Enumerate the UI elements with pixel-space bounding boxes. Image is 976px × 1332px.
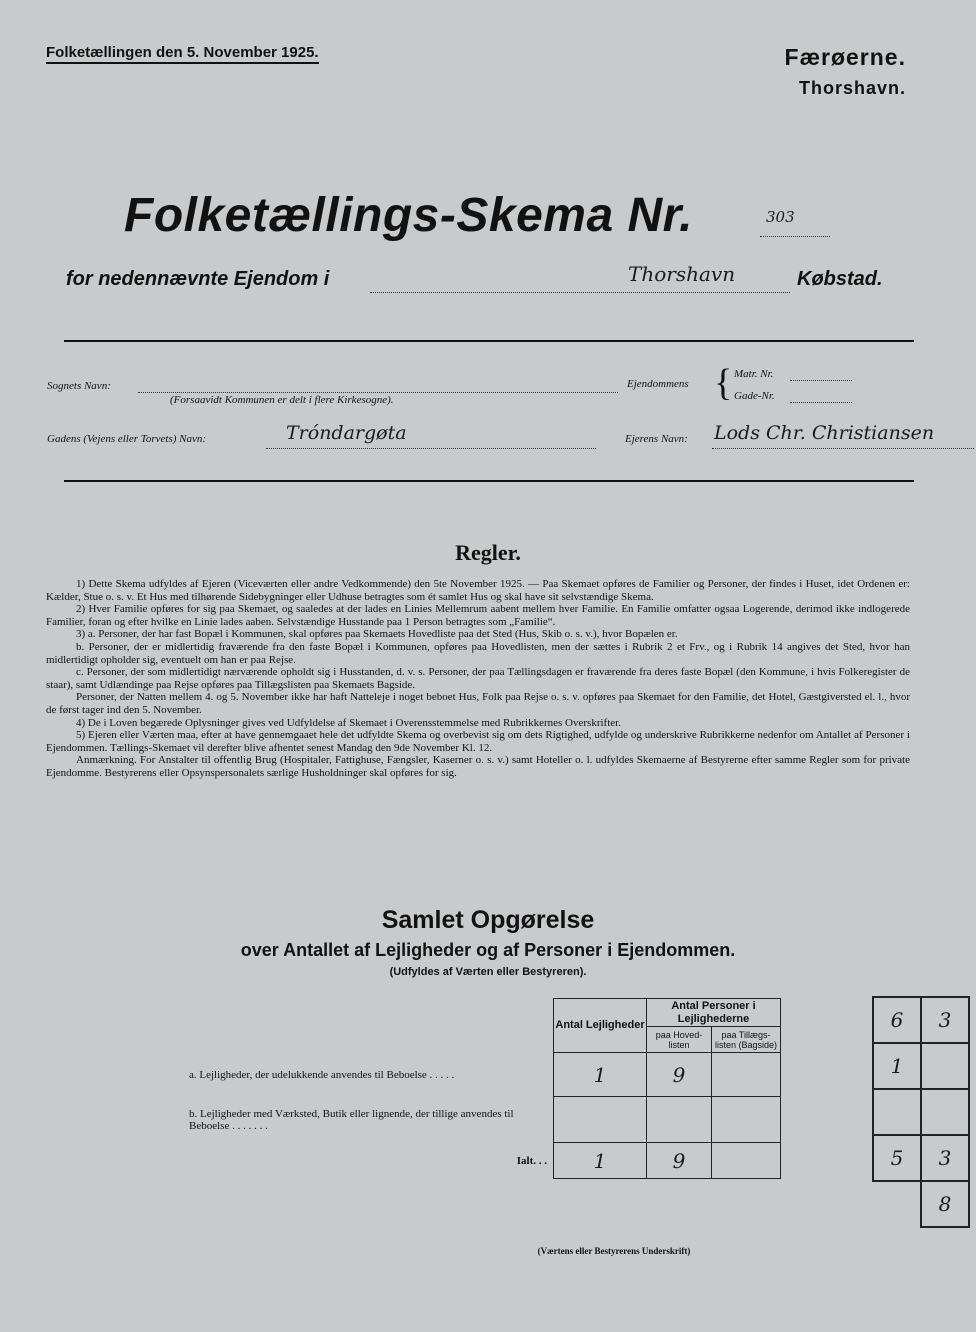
tally-cell[interactable] xyxy=(921,1089,969,1135)
property-suffix: Købstad. xyxy=(797,268,883,290)
form-number-value: 303 xyxy=(766,208,795,226)
row-b-label: b. Lejligheder med Værksted, Butik eller lignende, der tillige anvendes til Beboelse . . . . . . . xyxy=(189,1107,514,1132)
rule-paragraph: b. Personer, der er midlertidig fraværende fra den faste Bopæl i Kommunen, opføres paa Hovedlisten, men der sættes i Rubrik 2 et Frv., og i Rubrik 14 angives det Sted, hvor han midlertidigt opholder sig, eventuelt om han er paa Rejse. xyxy=(46,640,910,666)
owner-value: Lods Chr. Christiansen xyxy=(714,422,935,444)
summary-note: (Udfyldes af Værten eller Bestyreren). xyxy=(389,966,587,978)
side-tally-grid xyxy=(872,996,970,1228)
row-a-main[interactable]: 9 xyxy=(647,1053,712,1097)
summary-title: Samlet Opgørelse xyxy=(381,906,595,934)
matr-label: Matr. Nr. xyxy=(734,368,774,380)
form-number-field[interactable] xyxy=(760,208,830,237)
row-b-apartments[interactable] xyxy=(554,1097,647,1143)
street-label: Gadens (Vejens eller Torvets) Navn: xyxy=(47,433,207,445)
rule-paragraph: 1) Dette Skema udfyldes af Ejeren (Viceværten eller andre Vedkommende) den 5te November 1925. — Paa Skemaet opføres de Familier og Personer, der findes i Huset, idet Ordenen er: Kælder, Stue o. s. v. Et Hus med tilhørende Sidebygninger eller Udhuse betragtes som ét samlet Hus og skal have sit selvstændige Skema. xyxy=(46,578,910,603)
property-line-label: for nedennævnte Ejendom i xyxy=(66,268,330,290)
tally-cell[interactable] xyxy=(873,1089,921,1135)
rule-annotation: Anmærkning. For Anstalter til offentlig Brug (Hospitaler, Fattighuse, Fængsler, Kaserner o. s. v.) samt Hoteller o. l. udfyldes Skemaerne af Bestyrerne efter samme Regler som for private Ejendomme. Bestyrerens eller Opsynspersonalets særlige Husholdninger skal opføres for sig. xyxy=(46,754,910,779)
summary-subtitle: over Antallet af Lejligheder og af Personer i Ejendommen. xyxy=(240,940,736,960)
col-supp-header: paa Tillægs-listen (Bagside) xyxy=(712,1027,781,1053)
tally-cell[interactable]: 3 xyxy=(921,997,969,1043)
street-field[interactable] xyxy=(266,422,596,449)
row-b-supp[interactable] xyxy=(712,1097,781,1143)
owner-field[interactable] xyxy=(712,422,974,449)
total-supp[interactable] xyxy=(712,1143,781,1179)
tally-cell[interactable]: 8 xyxy=(921,1181,969,1227)
col-main-header: paa Hoved-listen xyxy=(647,1027,712,1053)
parish-note: (Forsaavidt Kommunen er delt i flere Kirkesogne). xyxy=(170,394,394,406)
gade-label: Gade-Nr. xyxy=(734,390,775,402)
tally-cell[interactable]: 6 xyxy=(873,997,921,1043)
property-town-field[interactable] xyxy=(370,262,790,293)
property-label: Ejendommens xyxy=(627,378,689,390)
row-b-main[interactable] xyxy=(647,1097,712,1143)
rule-paragraph: 3) a. Personer, der har fast Bopæl i Kommunen, skal opføres paa Skemaets Hovedliste paa det Sted (Hus, Skib o. s. v.), hvor Bopælen er. xyxy=(76,628,678,641)
matr-field[interactable] xyxy=(790,368,852,381)
signature-note: (Værtens eller Bestyrerens Underskrift) xyxy=(537,1246,691,1256)
census-date: Folketællingen den 5. November 1925. xyxy=(46,44,319,64)
gade-field[interactable] xyxy=(790,390,852,403)
owner-label: Ejerens Navn: xyxy=(625,433,688,445)
town-name: Thorshavn. xyxy=(798,78,906,98)
row-a-apartments[interactable]: 1 xyxy=(554,1053,647,1097)
tally-cell[interactable] xyxy=(921,1043,969,1089)
parish-label: Sognets Navn: xyxy=(47,380,111,392)
rule-paragraph: c. Personer, der som midlertidigt nærværende opholdt sig i Husstanden, d. v. s. Personer, der paa Tællingsdagen er fraværende fra deres faste Bopæl (den Kommune, i hvis Folkeregister de staar), samt Udlændinge paa Rejse opføres paa Tillægslisten paa Skemaets Bagside. xyxy=(46,666,910,691)
divider xyxy=(64,340,914,342)
parish-field[interactable] xyxy=(138,380,618,393)
rule-paragraph: 5) Ejeren eller Værten maa, efter at have gennemgaaet hele det udfyldte Skema og overbevist sig om dets Rigtighed, udfylde og underskrive Rubrikkerne nedenfor om Antallet af Personer i Ejendommen. Tællings-Skemaet vil derefter blive afhentet senest Mandag den 9de November Kl. 12. xyxy=(46,729,910,754)
property-town-value: Thorshavn xyxy=(628,262,736,286)
rule-paragraph: Personer, der Natten mellem 4. og 5. November ikke har haft Natteleje i noget beboet Hus, Folk paa Rejse o. s. v. opføres paa Skemaet for den Familie, det Hotel, Gæstgiversted el. l., hvor de først tager ind den 5. November. xyxy=(46,691,910,716)
row-a-supp[interactable] xyxy=(712,1053,781,1097)
rule-paragraph: 2) Hver Familie opføres for sig paa Skemaet, og saaledes at der lades en Linies Mellemrum aabent mellem hver Familie. En Familie omfatter ogsaa Logerende, derimod ikke indlogerede Familier, foran og efter hvilke en Linie lades aaben. Selvstændige Husstande paa 1 Person betragtes som „Familie“. xyxy=(46,603,910,628)
rules-heading: Regler. xyxy=(455,540,521,565)
total-main[interactable]: 9 xyxy=(647,1143,712,1179)
form-title: Folketællings-Skema Nr. xyxy=(124,189,694,242)
divider xyxy=(64,480,914,482)
total-apartments[interactable]: 1 xyxy=(554,1143,647,1179)
row-total-label: Ialt. . . xyxy=(516,1154,547,1167)
tally-cell[interactable]: 3 xyxy=(921,1135,969,1181)
rule-paragraph: 4) De i Loven begærede Oplysninger gives ved Udfyldelse af Skemaet i Overensstemmelse med Rubrikkernes Overskrifter. xyxy=(76,716,621,729)
summary-table xyxy=(183,998,781,1179)
col-apartments-header: Antal Lejligheder xyxy=(554,999,647,1053)
street-value: Tróndargøta xyxy=(286,422,407,444)
rules-text xyxy=(46,578,910,780)
tally-cell[interactable]: 5 xyxy=(873,1135,921,1181)
region-name: Færøerne. xyxy=(784,44,906,70)
col-persons-header: Antal Personer i Lejlighederne xyxy=(647,999,781,1027)
tally-cell[interactable]: 1 xyxy=(873,1043,921,1089)
row-a-label: a. Lejligheder, der udelukkende anvendes til Beboelse . . . . . xyxy=(189,1068,455,1081)
brace-icon: { xyxy=(714,362,733,404)
